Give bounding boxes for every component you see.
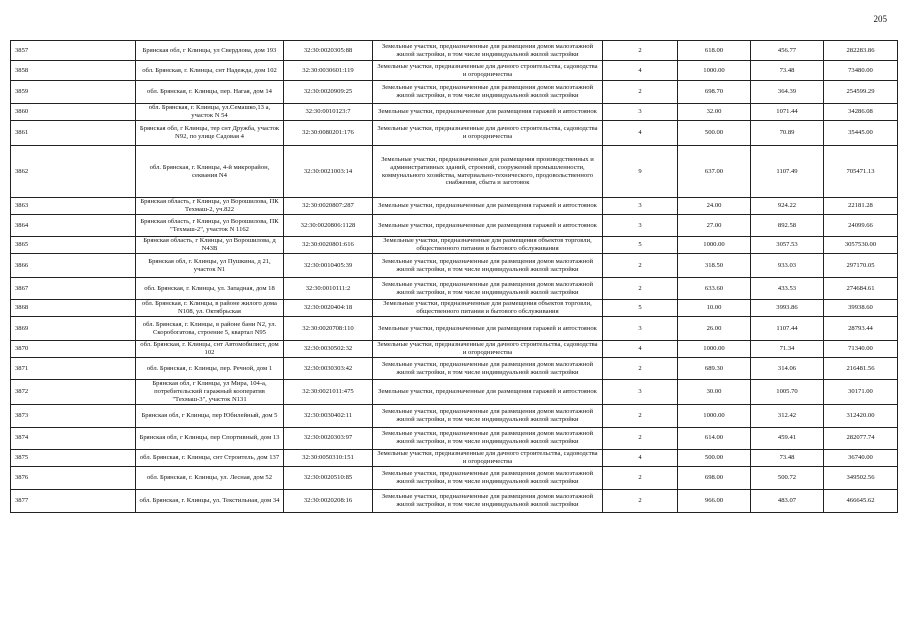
row-number: 3859 <box>11 81 136 104</box>
cadastral-number-cell: 32:30:0030303:42 <box>284 358 373 380</box>
cadastral-value-cell: 28793.44 <box>824 317 898 341</box>
address-cell: обл. Брянская, г. Клинцы, пер. Нагая, дом 14 <box>136 81 284 104</box>
row-number: 3868 <box>11 300 136 317</box>
address-cell: обл. Брянская, г. Клинцы, снт Надежда, дом 102 <box>136 61 284 81</box>
cadastral-value-cell: 3057530.00 <box>824 237 898 254</box>
specific-value-cell: 1107.49 <box>751 146 824 198</box>
group-cell: 4 <box>603 121 678 146</box>
land-purpose-cell: Земельные участки, предназначенные для размещения домов малоэтажной жилой застройки, в том числе индивидуальной жилой застройки <box>373 41 603 61</box>
cadastral-number-cell: 32:30:0021011:475 <box>284 380 373 405</box>
cadastral-number-cell: 32:30:0010123:7 <box>284 104 373 121</box>
group-cell: 3 <box>603 380 678 405</box>
area-cell: 318.50 <box>678 254 751 278</box>
group-cell: 9 <box>603 146 678 198</box>
specific-value-cell: 71.34 <box>751 341 824 358</box>
row-number: 3864 <box>11 215 136 237</box>
row-number: 3860 <box>11 104 136 121</box>
cadastral-value-cell: 36740.00 <box>824 449 898 466</box>
table-row <box>11 81 898 104</box>
land-purpose-cell: Земельные участки, предназначенные для дачного строительства, садоводства и огородничества <box>373 121 603 146</box>
specific-value-cell: 1071.44 <box>751 104 824 121</box>
row-number: 3869 <box>11 317 136 341</box>
cadastral-number-cell: 32:30:0030402:11 <box>284 404 373 427</box>
address-cell: Брянская область, г Клинцы, ул Ворошилова, ПК "Техмаш-2", участок N 1162 <box>136 215 284 237</box>
cadastral-number-cell: 32:30:0020806:1128 <box>284 215 373 237</box>
row-number: 3863 <box>11 198 136 215</box>
cadastral-value-cell: 274684.61 <box>824 278 898 300</box>
table-row <box>11 341 898 358</box>
area-cell: 32.00 <box>678 104 751 121</box>
group-cell: 2 <box>603 278 678 300</box>
group-cell: 2 <box>603 427 678 449</box>
area-cell: 633.60 <box>678 278 751 300</box>
land-purpose-cell: Земельные участки, предназначенные для размещения объектов торговли, общественного питания и бытового обслуживания <box>373 300 603 317</box>
table-row <box>11 104 898 121</box>
area-cell: 1000.00 <box>678 404 751 427</box>
area-cell: 1000.00 <box>678 61 751 81</box>
land-purpose-cell: Земельные участки, предназначенные для размещения гаражей и автостоянок <box>373 104 603 121</box>
land-purpose-cell: Земельные участки, предназначенные для дачного строительства, садоводства и огородничества <box>373 449 603 466</box>
cadastral-value-cell: 71340.00 <box>824 341 898 358</box>
table-row <box>11 300 898 317</box>
cadastral-value-cell: 24099.66 <box>824 215 898 237</box>
group-cell: 5 <box>603 300 678 317</box>
row-number: 3872 <box>11 380 136 405</box>
specific-value-cell: 459.41 <box>751 427 824 449</box>
group-cell: 3 <box>603 215 678 237</box>
area-cell: 1000.00 <box>678 341 751 358</box>
row-number: 3871 <box>11 358 136 380</box>
specific-value-cell: 312.42 <box>751 404 824 427</box>
group-cell: 2 <box>603 489 678 512</box>
land-purpose-cell: Земельные участки, предназначенные для размещения домов малоэтажной жилой застройки, в том числе индивидуальной жилой застройки <box>373 278 603 300</box>
area-cell: 24.00 <box>678 198 751 215</box>
address-cell: Брянская обл, г Клинцы, тер снт Дружба, участок N92, по улице Садовая 4 <box>136 121 284 146</box>
cadastral-number-cell: 32:30:0020404:18 <box>284 300 373 317</box>
address-cell: обл. Брянская, г. Клинцы, ул. Текстильная, дом 34 <box>136 489 284 512</box>
area-cell: 500.00 <box>678 121 751 146</box>
address-cell: обл. Брянская, г. Клинцы, ул. Лесная, дом 52 <box>136 466 284 489</box>
cadastral-number-cell: 32:30:0050310:151 <box>284 449 373 466</box>
table-row <box>11 449 898 466</box>
cadastral-number-cell: 32:30:0020305:88 <box>284 41 373 61</box>
cadastral-value-cell: 216481.56 <box>824 358 898 380</box>
page-number: 205 <box>873 14 887 24</box>
cadastral-value-cell: 312420.00 <box>824 404 898 427</box>
row-number: 3875 <box>11 449 136 466</box>
table-row <box>11 404 898 427</box>
address-cell: Брянская обл, г Клинцы, пер Юбилейный, дом 5 <box>136 404 284 427</box>
area-cell: 500.00 <box>678 449 751 466</box>
area-cell: 27.00 <box>678 215 751 237</box>
area-cell: 698.70 <box>678 81 751 104</box>
group-cell: 3 <box>603 104 678 121</box>
group-cell: 2 <box>603 466 678 489</box>
table-row <box>11 254 898 278</box>
address-cell: Брянская обл, г. Клинцы, ул Пушкина, д 21, участок N1 <box>136 254 284 278</box>
address-cell: обл. Брянская, г. Клинцы, ул. Западная, дом 18 <box>136 278 284 300</box>
address-cell: обл. Брянская, г. Клинцы, в районе жилого дома N108, ул. Октябрьская <box>136 300 284 317</box>
cadastral-value-cell: 349502.56 <box>824 466 898 489</box>
address-cell: Брянская обл, г Клинцы, ул Мира, 104-а, потребительский гаражный кооператив "Техмаш-3", участок N131 <box>136 380 284 405</box>
specific-value-cell: 933.03 <box>751 254 824 278</box>
group-cell: 4 <box>603 61 678 81</box>
table-row <box>11 215 898 237</box>
cadastral-number-cell: 32:30:0030502:32 <box>284 341 373 358</box>
land-purpose-cell: Земельные участки, предназначенные для размещения домов малоэтажной жилой застройки, в том числе индивидуальной жилой застройки <box>373 466 603 489</box>
area-cell: 1000.00 <box>678 237 751 254</box>
group-cell: 5 <box>603 237 678 254</box>
row-number: 3873 <box>11 404 136 427</box>
table-row <box>11 41 898 61</box>
cadastral-number-cell: 32:30:0030601:119 <box>284 61 373 81</box>
area-cell: 26.00 <box>678 317 751 341</box>
specific-value-cell: 924.22 <box>751 198 824 215</box>
land-purpose-cell: Земельные участки, предназначенные для размещения домов малоэтажной жилой застройки, в том числе индивидуальной жилой застройки <box>373 404 603 427</box>
table-row <box>11 61 898 81</box>
cadastral-value-cell: 34286.08 <box>824 104 898 121</box>
specific-value-cell: 500.72 <box>751 466 824 489</box>
area-cell: 614.00 <box>678 427 751 449</box>
group-cell: 4 <box>603 341 678 358</box>
specific-value-cell: 73.48 <box>751 449 824 466</box>
specific-value-cell: 1005.70 <box>751 380 824 405</box>
row-number: 3867 <box>11 278 136 300</box>
land-purpose-cell: Земельные участки, предназначенные для размещения производственных и административных зданий, строений, сооружений промышленности, коммунального хозяйства, материально-технического, продовольственного снабжения, сбыта и заготовок <box>373 146 603 198</box>
cadastral-number-cell: 32:30:0021003:14 <box>284 146 373 198</box>
table-row <box>11 146 898 198</box>
table-row <box>11 317 898 341</box>
table-row <box>11 358 898 380</box>
land-purpose-cell: Земельные участки, предназначенные для размещения домов малоэтажной жилой застройки, в том числе индивидуальной жилой застройки <box>373 81 603 104</box>
cadastral-value-cell: 705471.13 <box>824 146 898 198</box>
address-cell: обл. Брянская, г. Клинцы, снт Автомобилист, дом 102 <box>136 341 284 358</box>
area-cell: 698.00 <box>678 466 751 489</box>
land-purpose-cell: Земельные участки, предназначенные для размещения домов малоэтажной жилой застройки, в том числе индивидуальной жилой застройки <box>373 489 603 512</box>
address-cell: Брянская обл, г Клинцы, пер Спортивный, дом 13 <box>136 427 284 449</box>
land-purpose-cell: Земельные участки, предназначенные для размещения домов малоэтажной жилой застройки, в том числе индивидуальной жилой застройки <box>373 254 603 278</box>
land-purpose-cell: Земельные участки, предназначенные для дачного строительства, садоводства и огородничества <box>373 341 603 358</box>
address-cell: обл. Брянская, г. Клинцы, снт Строитель, дом 137 <box>136 449 284 466</box>
table-row <box>11 121 898 146</box>
group-cell: 2 <box>603 404 678 427</box>
cadastral-value-cell: 466645.62 <box>824 489 898 512</box>
table-row <box>11 466 898 489</box>
cadastral-number-cell: 32:30:0020303:97 <box>284 427 373 449</box>
row-number: 3862 <box>11 146 136 198</box>
table-row <box>11 380 898 405</box>
area-cell: 966.00 <box>678 489 751 512</box>
table-row <box>11 489 898 512</box>
cadastral-number-cell: 32:30:0010405:39 <box>284 254 373 278</box>
cadastral-value-table <box>10 40 898 513</box>
specific-value-cell: 73.48 <box>751 61 824 81</box>
cadastral-value-cell: 73480.00 <box>824 61 898 81</box>
cadastral-value-cell: 30171.00 <box>824 380 898 405</box>
cadastral-number-cell: 32:30:0080201:176 <box>284 121 373 146</box>
land-purpose-cell: Земельные участки, предназначенные для дачного строительства, садоводства и огородничества <box>373 61 603 81</box>
specific-value-cell: 483.07 <box>751 489 824 512</box>
cadastral-value-cell: 297170.05 <box>824 254 898 278</box>
group-cell: 2 <box>603 81 678 104</box>
address-cell: обл. Брянская, г. Клинцы, ул.Семашко,13 а, участок N 54 <box>136 104 284 121</box>
cadastral-value-cell: 22181.28 <box>824 198 898 215</box>
cadastral-value-cell: 282077.74 <box>824 427 898 449</box>
table-row <box>11 198 898 215</box>
area-cell: 30.00 <box>678 380 751 405</box>
address-cell: обл. Брянская, г. Клинцы, в районе бани N2, ул. Скоробогатова, строение 5, квартал N95 <box>136 317 284 341</box>
land-purpose-cell: Земельные участки, предназначенные для размещения объектов торговли, общественного питания и бытового обслуживания <box>373 237 603 254</box>
group-cell: 4 <box>603 449 678 466</box>
cadastral-value-cell: 254599.29 <box>824 81 898 104</box>
area-cell: 637.00 <box>678 146 751 198</box>
cadastral-number-cell: 32:30:0020909:25 <box>284 81 373 104</box>
row-number: 3865 <box>11 237 136 254</box>
land-purpose-cell: Земельные участки, предназначенные для размещения гаражей и автостоянок <box>373 317 603 341</box>
cadastral-number-cell: 32:30:0020801:616 <box>284 237 373 254</box>
cadastral-number-cell: 32:30:0020208:16 <box>284 489 373 512</box>
group-cell: 3 <box>603 317 678 341</box>
specific-value-cell: 3057.53 <box>751 237 824 254</box>
row-number: 3861 <box>11 121 136 146</box>
table-row <box>11 237 898 254</box>
specific-value-cell: 3993.86 <box>751 300 824 317</box>
group-cell: 2 <box>603 254 678 278</box>
row-number: 3870 <box>11 341 136 358</box>
cadastral-value-cell: 282283.86 <box>824 41 898 61</box>
land-purpose-cell: Земельные участки, предназначенные для размещения домов малоэтажной жилой застройки, в том числе индивидуальной жилой застройки <box>373 358 603 380</box>
specific-value-cell: 1107.44 <box>751 317 824 341</box>
row-number: 3876 <box>11 466 136 489</box>
address-cell: обл. Брянская, г. Клинцы, 4-й микрорайон, секвания N4 <box>136 146 284 198</box>
group-cell: 2 <box>603 358 678 380</box>
land-purpose-cell: Земельные участки, предназначенные для размещения гаражей и автостоянок <box>373 215 603 237</box>
area-cell: 689.30 <box>678 358 751 380</box>
group-cell: 3 <box>603 198 678 215</box>
address-cell: Брянская область, г Клинцы, ул Ворошилова, ПК Техмаш-2, уч.822 <box>136 198 284 215</box>
row-number: 3858 <box>11 61 136 81</box>
row-number: 3866 <box>11 254 136 278</box>
address-cell: Брянская область, г Клинцы, ул Ворошилова, д N43В <box>136 237 284 254</box>
address-cell: обл. Брянская, г. Клинцы, пер. Речной, дом 1 <box>136 358 284 380</box>
land-purpose-cell: Земельные участки, предназначенные для размещения гаражей и автостоянок <box>373 380 603 405</box>
area-cell: 10.00 <box>678 300 751 317</box>
table-row <box>11 278 898 300</box>
cadastral-number-cell: 32:30:0020510:85 <box>284 466 373 489</box>
cadastral-number-cell: 32:30:0020807:287 <box>284 198 373 215</box>
land-purpose-cell: Земельные участки, предназначенные для размещения гаражей и автостоянок <box>373 198 603 215</box>
area-cell: 618.00 <box>678 41 751 61</box>
specific-value-cell: 70.89 <box>751 121 824 146</box>
cadastral-value-cell: 35445.00 <box>824 121 898 146</box>
land-purpose-cell: Земельные участки, предназначенные для размещения домов малоэтажной жилой застройки, в том числе индивидуальной жилой застройки <box>373 427 603 449</box>
address-cell: Брянская обл, г Клинцы, ул Свердлова, дом 193 <box>136 41 284 61</box>
specific-value-cell: 433.53 <box>751 278 824 300</box>
specific-value-cell: 314.06 <box>751 358 824 380</box>
table-row <box>11 427 898 449</box>
row-number: 3857 <box>11 41 136 61</box>
specific-value-cell: 364.39 <box>751 81 824 104</box>
cadastral-number-cell: 32:30:0010111:2 <box>284 278 373 300</box>
specific-value-cell: 456.77 <box>751 41 824 61</box>
cadastral-value-cell: 39938.60 <box>824 300 898 317</box>
group-cell: 2 <box>603 41 678 61</box>
row-number: 3874 <box>11 427 136 449</box>
cadastral-number-cell: 32:30:0020708:110 <box>284 317 373 341</box>
specific-value-cell: 892.58 <box>751 215 824 237</box>
row-number: 3877 <box>11 489 136 512</box>
